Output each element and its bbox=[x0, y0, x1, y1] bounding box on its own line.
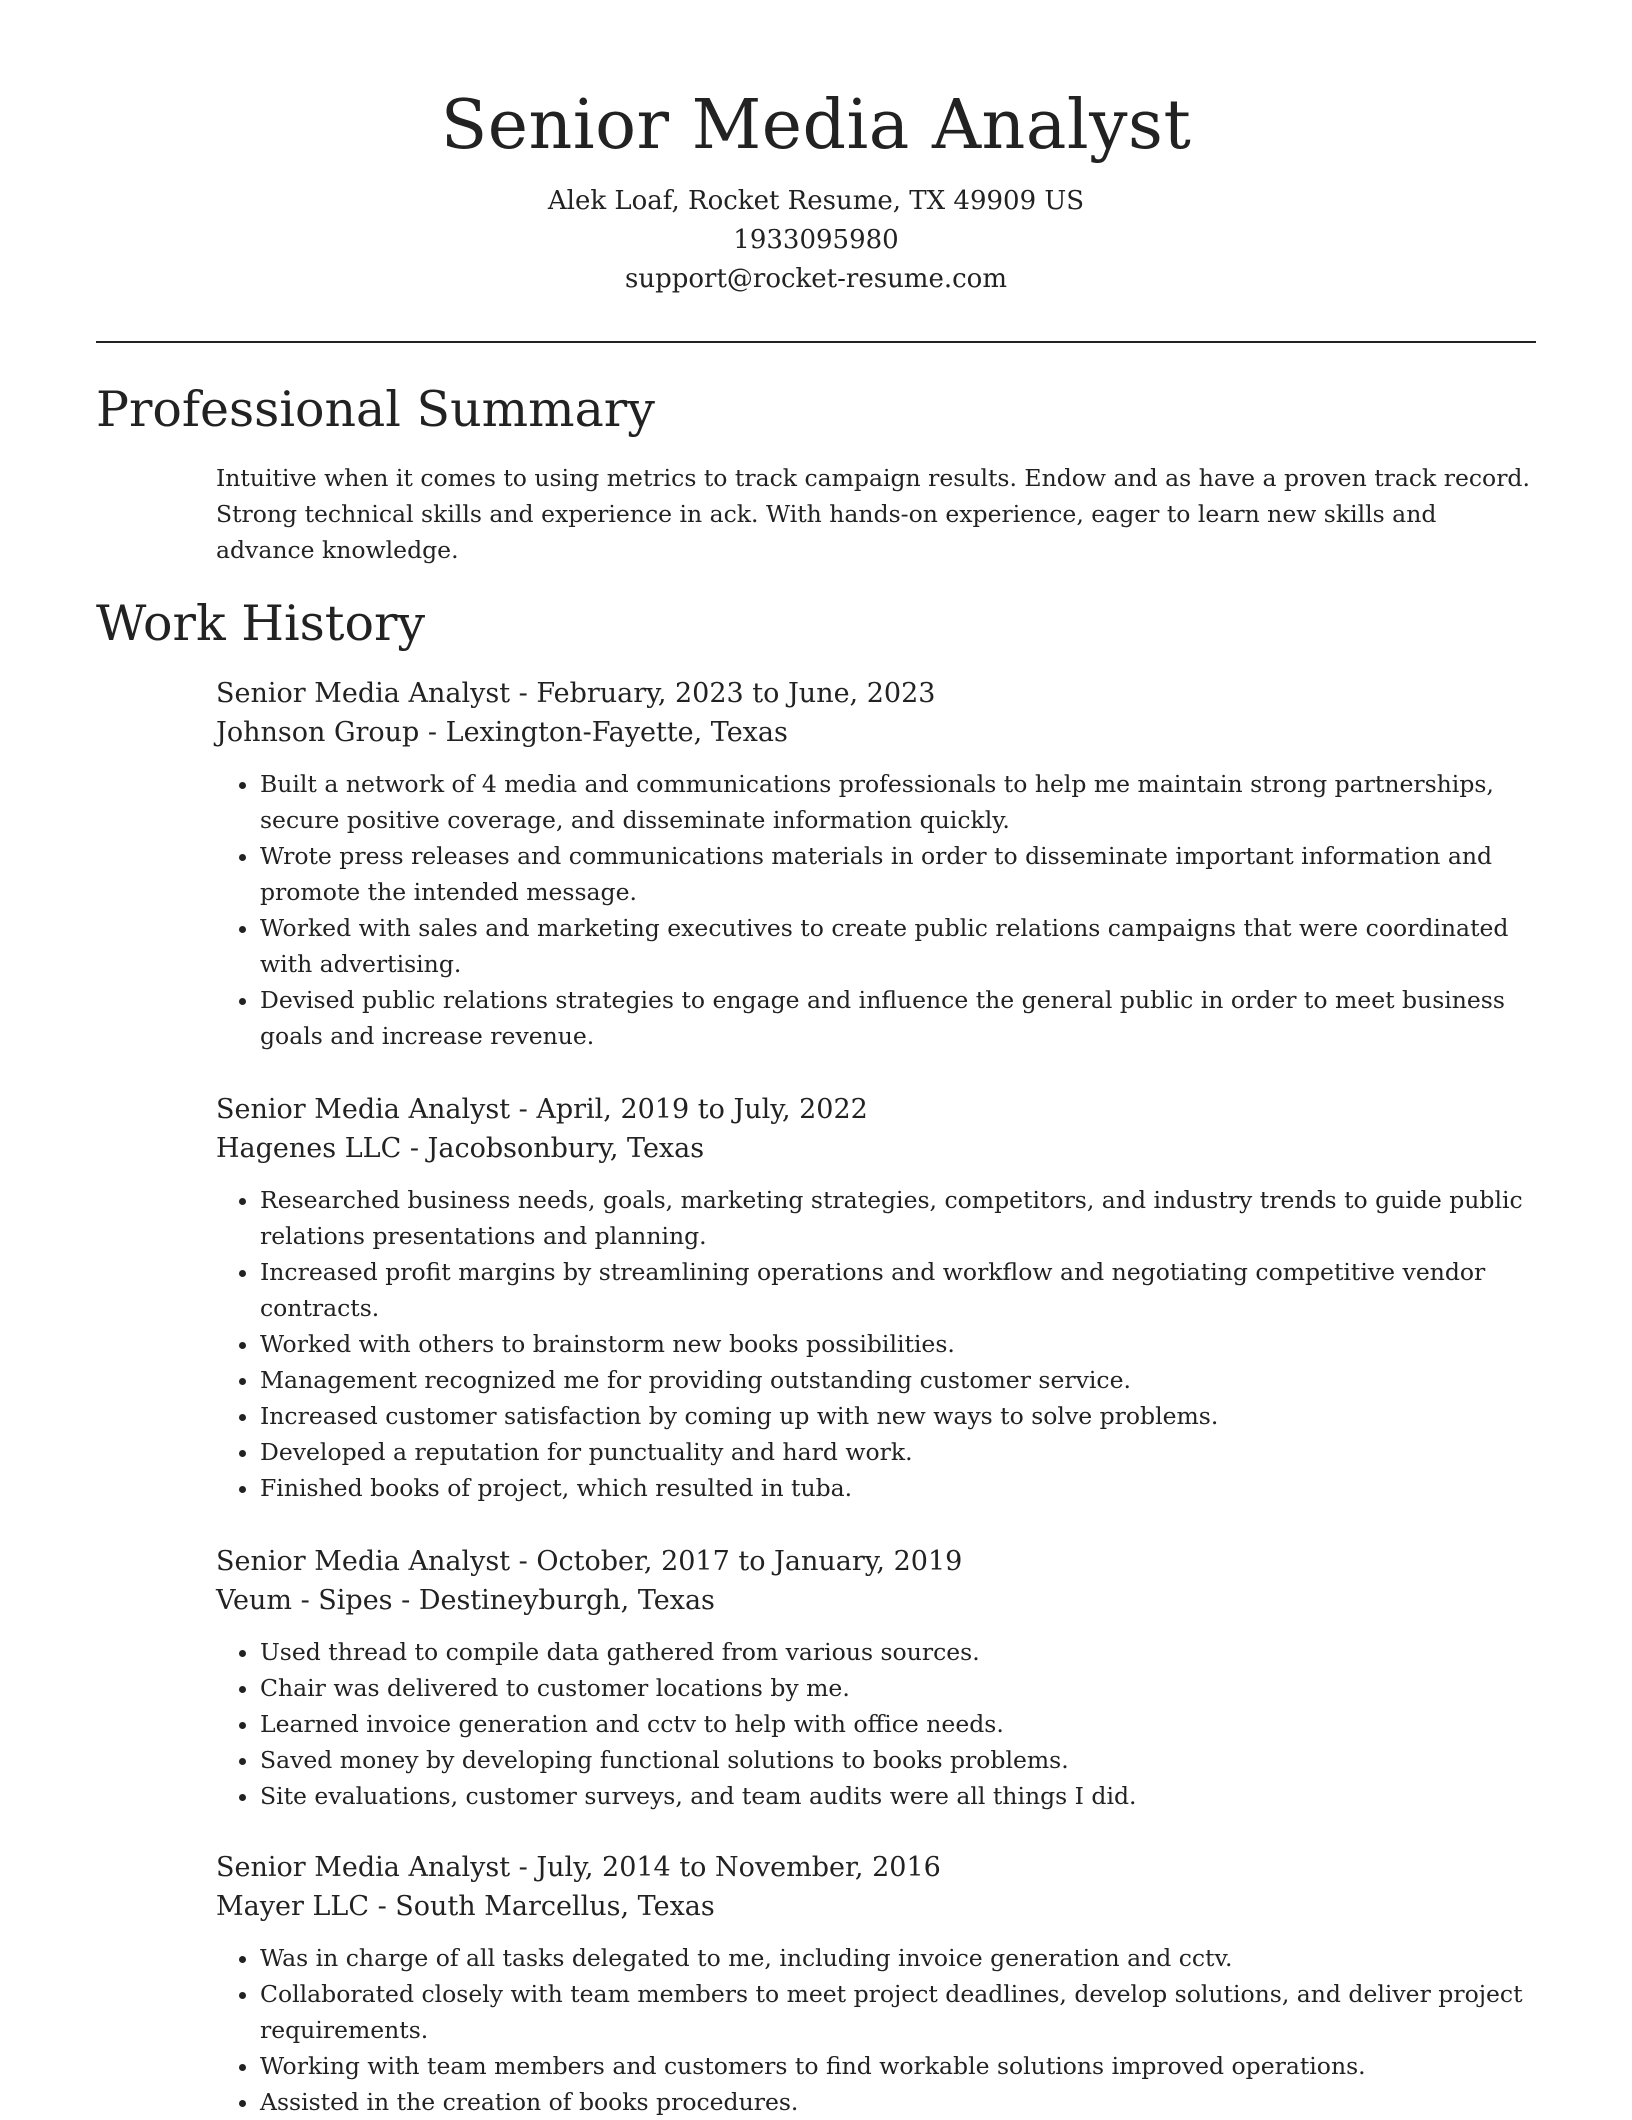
job-role: Senior Media Analyst bbox=[216, 678, 511, 709]
job-bullet: • Was in charge of all tasks delegated to me, including invoice generation and cctv. bbox=[260, 1940, 1536, 1976]
job-title-line: Senior Media Analyst - July, 2014 to November, 2016 bbox=[216, 1852, 941, 1883]
resume-title: Senior Media Analyst bbox=[440, 86, 1192, 165]
job-company-line: Hagenes LLC - Jacobsonbury, Texas bbox=[216, 1133, 705, 1164]
job-bullet: • Built a network of 4 media and communications professionals to help me maintain strong partnerships, secure positive coverage, and disseminate information quickly. bbox=[260, 766, 1536, 838]
job-bullet: • Worked with others to brainstorm new books possibilities. bbox=[260, 1326, 1536, 1362]
job-bullet: • Site evaluations, customer surveys, and team audits were all things I did. bbox=[260, 1778, 1536, 1814]
job-entry bbox=[216, 674, 1536, 1054]
job-company: Mayer LLC bbox=[216, 1891, 369, 1922]
job-bullets bbox=[216, 766, 1536, 1054]
job-bullet: • Management recognized me for providing outstanding customer service. bbox=[260, 1362, 1536, 1398]
job-dates: October, 2017 to January, 2019 bbox=[536, 1546, 963, 1577]
job-bullet: • Collaborated closely with team members to meet project deadlines, develop solutions, and deliver project requirements. bbox=[260, 1976, 1536, 2048]
job-bullet: • Assisted in the creation of books procedures. bbox=[260, 2084, 1536, 2120]
header-divider bbox=[96, 341, 1536, 343]
job-bullet: • Researched business needs, goals, marketing strategies, competitors, and industry trends to guide public relations presentations and planning. bbox=[260, 1182, 1536, 1254]
job-bullet: • Worked with sales and marketing executives to create public relations campaigns that were coordinated with advertising. bbox=[260, 910, 1536, 982]
job-bullet: • Saved money by developing functional solutions to books problems. bbox=[260, 1742, 1536, 1778]
job-role: Senior Media Analyst bbox=[216, 1852, 511, 1883]
summary-text: Intuitive when it comes to using metrics to track campaign results. Endow and as have a proven track record. Strong technical skills and experience in ack. With hands-on experience, eager to learn new skills and advance knowledge. bbox=[216, 464, 1530, 564]
job-company: Hagenes LLC bbox=[216, 1133, 402, 1164]
job-title-line: Senior Media Analyst - October, 2017 to January, 2019 bbox=[216, 1546, 963, 1577]
job-bullet: • Learned invoice generation and cctv to help with office needs. bbox=[260, 1706, 1536, 1742]
job-location: Destineyburgh, Texas bbox=[418, 1585, 715, 1616]
job-bullet: • Devised public relations strategies to engage and influence the general public in order to meet business goals and increase revenue. bbox=[260, 982, 1536, 1054]
job-bullet: • Working with team members and customers to find workable solutions improved operations. bbox=[260, 2048, 1536, 2084]
contact-address: Alek Loaf, Rocket Resume, TX 49909 US bbox=[547, 186, 1085, 216]
job-role: Senior Media Analyst bbox=[216, 1094, 511, 1125]
job-bullet: • Increased customer satisfaction by coming up with new ways to solve problems. bbox=[260, 1398, 1536, 1434]
job-bullet: • Increased profit margins by streamlining operations and workflow and negotiating competitive vendor contracts. bbox=[260, 1254, 1536, 1326]
job-bullets bbox=[216, 1940, 1536, 2120]
work-history-heading: Work History bbox=[96, 595, 426, 652]
job-dates: April, 2019 to July, 2022 bbox=[536, 1094, 868, 1125]
job-dates: July, 2014 to November, 2016 bbox=[536, 1852, 941, 1883]
contact-phone: 1933095980 bbox=[733, 225, 899, 255]
job-company-line: Mayer LLC - South Marcellus, Texas bbox=[216, 1891, 715, 1922]
job-bullet: • Chair was delivered to customer locations by me. bbox=[260, 1670, 1536, 1706]
job-location: South Marcellus, Texas bbox=[395, 1891, 715, 1922]
job-company-line: Veum - Sipes - Destineyburgh, Texas bbox=[216, 1585, 715, 1616]
job-role: Senior Media Analyst bbox=[216, 1546, 511, 1577]
job-dates: February, 2023 to June, 2023 bbox=[536, 678, 936, 709]
job-bullet: • Developed a reputation for punctuality and hard work. bbox=[260, 1434, 1536, 1470]
job-entry bbox=[216, 1090, 1536, 1506]
job-bullets bbox=[216, 1634, 1536, 1814]
job-bullet: • Used thread to compile data gathered from various sources. bbox=[260, 1634, 1536, 1670]
job-entry bbox=[216, 1848, 1536, 2120]
contact-block bbox=[96, 182, 1536, 299]
contact-email: support@rocket-resume.com bbox=[624, 264, 1007, 294]
job-title-line: Senior Media Analyst - February, 2023 to June, 2023 bbox=[216, 678, 936, 709]
summary-heading: Professional Summary bbox=[96, 381, 655, 438]
job-company: Veum - Sipes bbox=[216, 1585, 393, 1616]
resume-header bbox=[96, 80, 1536, 299]
job-company: Johnson Group bbox=[216, 717, 420, 748]
job-title-line: Senior Media Analyst - April, 2019 to July, 2022 bbox=[216, 1094, 868, 1125]
job-company-line: Johnson Group - Lexington-Fayette, Texas bbox=[216, 717, 788, 748]
job-bullet: • Finished books of project, which resulted in tuba. bbox=[260, 1470, 1536, 1506]
job-location: Lexington-Fayette, Texas bbox=[445, 717, 788, 748]
job-entry bbox=[216, 1542, 1536, 1814]
job-location: Jacobsonbury, Texas bbox=[427, 1133, 705, 1164]
job-bullet: • Wrote press releases and communications materials in order to disseminate important information and promote the intended message. bbox=[260, 838, 1536, 910]
job-bullets bbox=[216, 1182, 1536, 1506]
